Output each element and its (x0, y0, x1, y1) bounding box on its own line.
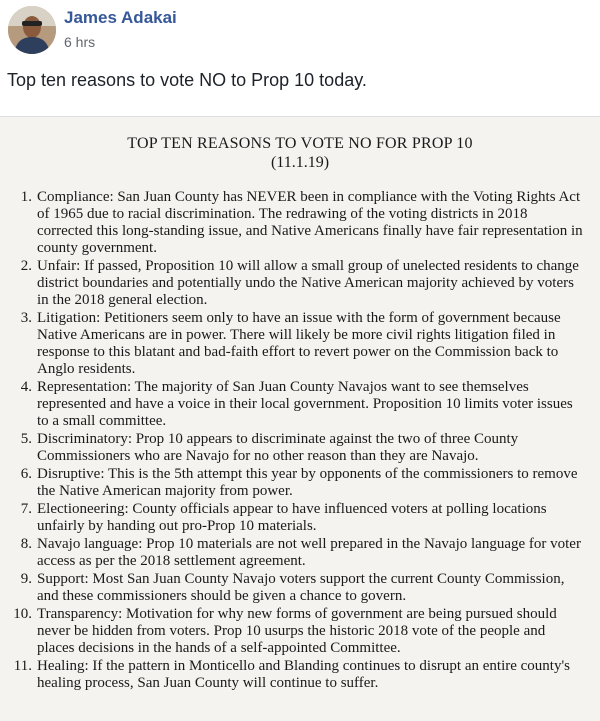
reason-number: 11. (13, 658, 32, 674)
avatar[interactable] (8, 6, 56, 54)
reason-text: Disruptive: This is the 5th attempt this year by opponents of the commissioners to remove the Native American majority from power. (37, 466, 578, 499)
reason-item (0, 501, 600, 535)
reason-text: Support: Most San Juan County Navajo voters support the current County Commission, and these commissioners should be given a chance to govern. (37, 571, 565, 604)
reason-number: 7. (20, 501, 32, 517)
reason-text: Compliance: San Juan County has NEVER been in compliance with the Voting Rights Act of 1965 due to racial discrimination. The redrawing of the voting districts in 2018 corrected this long-standing issue, and Native Americans finally have fair representation in county government. (37, 189, 583, 256)
reason-number: 9. (20, 571, 32, 587)
reason-number: 3. (20, 310, 32, 326)
reason-text: Litigation: Petitioners seem only to have an issue with the form of government because Native Americans are in power. There will likely be more civil rights litigation filed in response to this blatant and bad-faith effort to revert power on the Commission back to Anglo residents. (37, 310, 561, 377)
user-avatar-icon (8, 6, 56, 54)
reason-number: 10. (13, 606, 32, 622)
reason-item (0, 189, 600, 257)
reason-text: Transparency: Motivation for why new forms of government are being pursued should never be hidden from voters. Prop 10 usurps the historic 2018 vote of the people and places decisions in the hands of a self-appointed Committee. (37, 606, 557, 656)
reason-item (0, 379, 600, 430)
reason-item (0, 310, 600, 378)
reasons-list (0, 189, 600, 693)
reason-text: Representation: The majority of San Juan County Navajos want to see themselves represented and have a voice in their local government. Proposition 10 limits voter issues to a small committee. (37, 379, 573, 429)
reason-text: Discriminatory: Prop 10 appears to discriminate against the two of three County Commissioners who are Navajo for no other reason than they are Navajo. (37, 431, 519, 464)
post-text: Top ten reasons to vote NO to Prop 10 today. (7, 70, 367, 90)
document-title: TOP TEN REASONS TO VOTE NO FOR PROP 10 (127, 135, 473, 152)
post-image[interactable] (0, 116, 600, 721)
author-name[interactable]: James Adakai (64, 8, 177, 27)
reason-item (0, 606, 600, 657)
reason-text: Navajo language: Prop 10 materials are not well prepared in the Navajo language for voter access as per the 2018 settlement agreement. (37, 536, 581, 569)
reason-text: Electioneering: County officials appear to have influenced voters at polling locations unfairly by handing out pro-Prop 10 materials. (37, 501, 547, 534)
reason-number: 6. (20, 466, 32, 482)
reason-item (0, 571, 600, 605)
reason-number: 4. (20, 379, 32, 395)
reason-number: 5. (20, 431, 32, 447)
reason-number: 8. (20, 536, 32, 552)
reason-text: Unfair: If passed, Proposition 10 will allow a small group of unelected residents to change district boundaries and potentially undo the Native American majority achieved by voters in the 2018 general election. (37, 258, 579, 308)
reason-number: 2. (20, 258, 32, 274)
reason-number: 1. (20, 189, 32, 205)
post-header (0, 0, 600, 62)
document-date: (11.1.19) (270, 154, 330, 171)
reason-item (0, 536, 600, 570)
reason-item (0, 466, 600, 500)
reason-item (0, 658, 600, 692)
reason-item (0, 431, 600, 465)
post-timestamp[interactable]: 6 hrs (64, 34, 96, 50)
reason-item (0, 258, 600, 309)
reason-text: Healing: If the pattern in Monticello and Blanding continues to disrupt an entire county's healing process, San Juan County will continue to suffer. (37, 658, 570, 691)
